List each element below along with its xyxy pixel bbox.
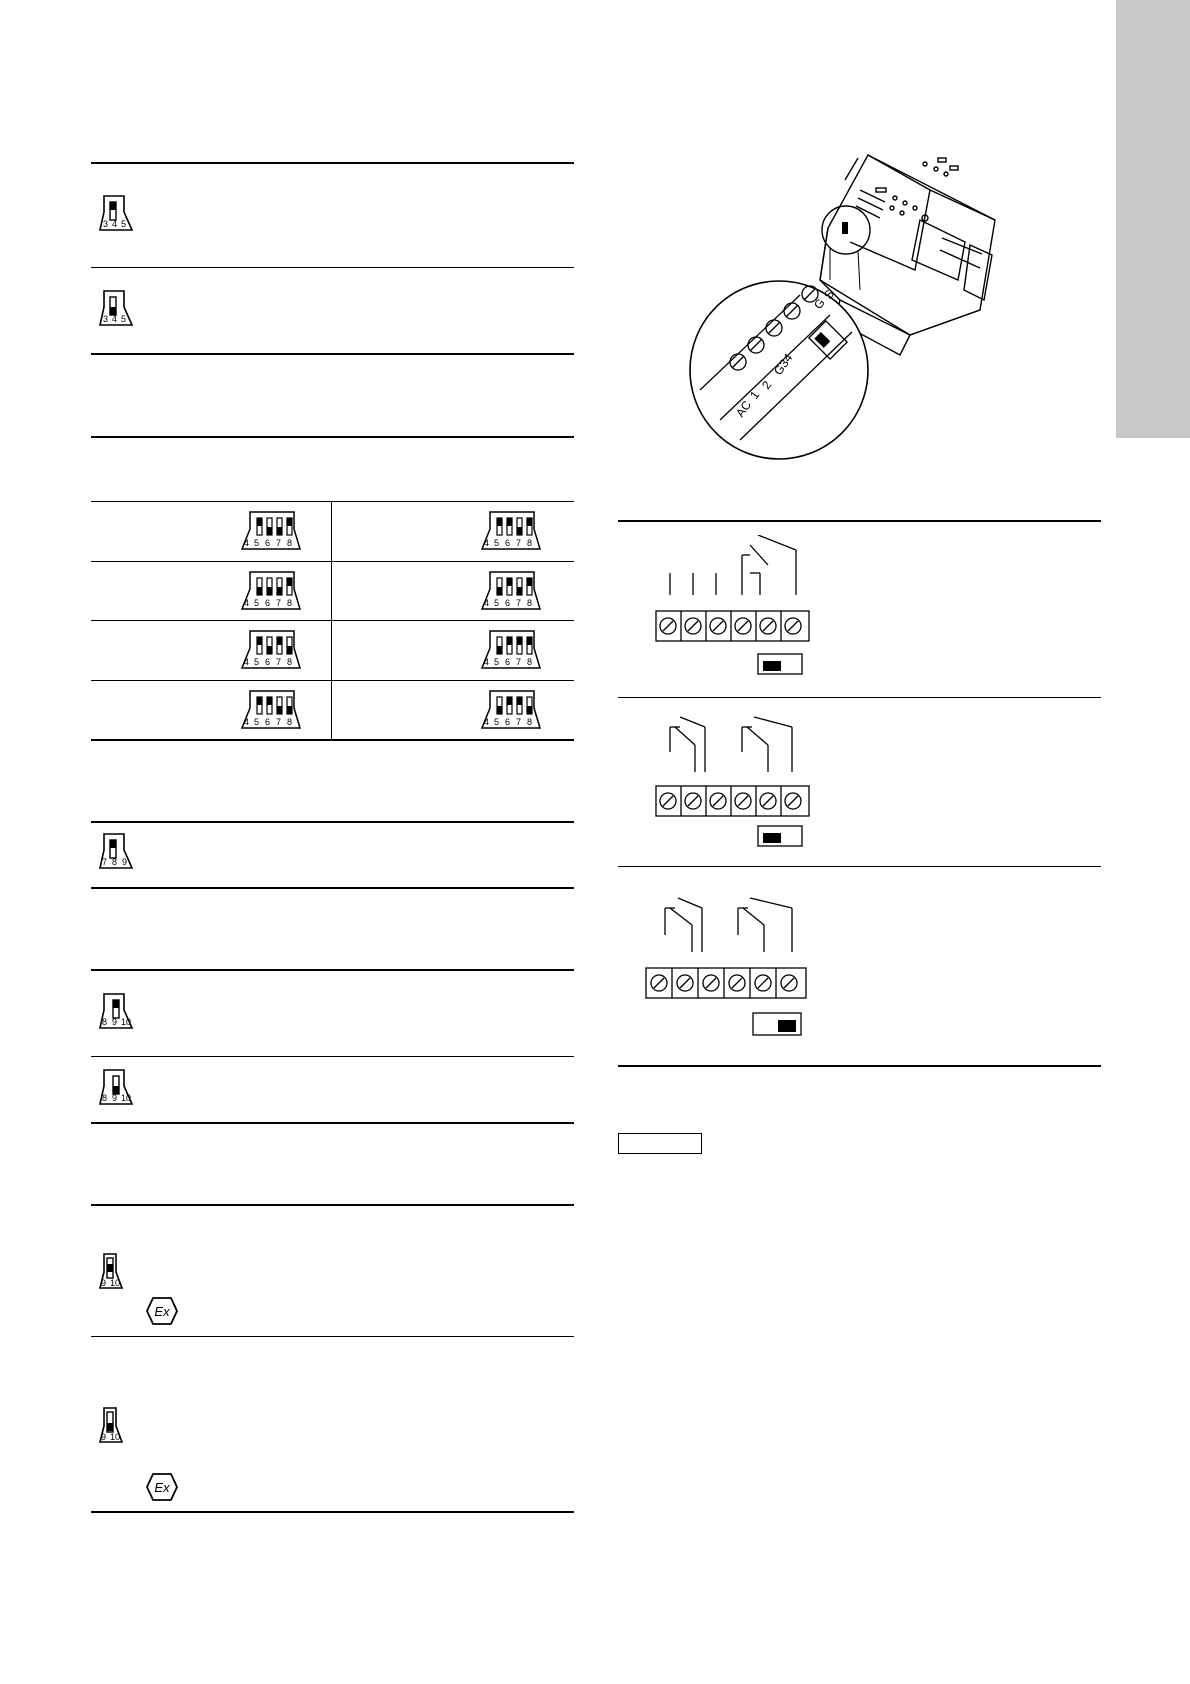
wiring-diagram-2 bbox=[650, 712, 820, 857]
dip-bank-4-8-icon bbox=[480, 628, 544, 672]
divider bbox=[91, 821, 574, 823]
svg-text:10: 10 bbox=[121, 1093, 132, 1103]
dip-switch-8-9-10-down-icon bbox=[96, 1066, 142, 1110]
svg-text:10: 10 bbox=[110, 1432, 121, 1442]
svg-text:8: 8 bbox=[287, 717, 293, 727]
dip-switch-3-4-5-down-icon bbox=[96, 287, 142, 331]
wiring-diagram-3 bbox=[640, 880, 820, 1040]
svg-text:4: 4 bbox=[244, 657, 250, 667]
wiring-diagram-1 bbox=[650, 535, 820, 680]
divider bbox=[91, 1056, 574, 1057]
svg-text:5: 5 bbox=[254, 538, 260, 548]
svg-text:9: 9 bbox=[122, 857, 128, 867]
svg-text:3: 3 bbox=[103, 314, 109, 324]
svg-text:7: 7 bbox=[516, 657, 522, 667]
divider bbox=[618, 520, 1101, 522]
svg-text:8: 8 bbox=[112, 857, 118, 867]
dip-switch-9-10-down-icon bbox=[96, 1404, 132, 1448]
table-rule bbox=[91, 620, 574, 621]
device-detail-illustration bbox=[680, 150, 1020, 470]
svg-text:G: G bbox=[810, 296, 828, 312]
svg-text:5: 5 bbox=[494, 657, 500, 667]
svg-text:4: 4 bbox=[484, 538, 490, 548]
divider bbox=[91, 353, 574, 355]
svg-text:AC: AC bbox=[732, 398, 755, 420]
svg-text:8: 8 bbox=[287, 538, 293, 548]
svg-text:Ex: Ex bbox=[154, 1304, 170, 1319]
svg-text:9: 9 bbox=[101, 1432, 107, 1442]
divider bbox=[618, 866, 1101, 867]
svg-text:7: 7 bbox=[516, 598, 522, 608]
divider bbox=[91, 436, 574, 438]
svg-text:9: 9 bbox=[101, 1278, 107, 1288]
svg-text:5: 5 bbox=[254, 657, 260, 667]
svg-text:8: 8 bbox=[287, 598, 293, 608]
svg-text:6: 6 bbox=[265, 657, 271, 667]
divider bbox=[91, 267, 574, 268]
svg-text:2: 2 bbox=[758, 378, 775, 392]
divider bbox=[91, 969, 574, 971]
svg-text:4: 4 bbox=[112, 314, 118, 324]
table-column-divider bbox=[331, 501, 332, 740]
svg-text:5: 5 bbox=[121, 314, 127, 324]
dip-switch-7-8-9-icon bbox=[96, 830, 142, 874]
svg-text:10: 10 bbox=[121, 1017, 132, 1027]
svg-text:6: 6 bbox=[505, 717, 511, 727]
svg-text:4: 4 bbox=[244, 598, 250, 608]
side-tab bbox=[1116, 0, 1190, 438]
svg-text:Ex: Ex bbox=[154, 1480, 170, 1495]
svg-text:5: 5 bbox=[494, 717, 500, 727]
divider bbox=[91, 1511, 574, 1513]
svg-text:6: 6 bbox=[265, 598, 271, 608]
svg-text:8: 8 bbox=[527, 598, 533, 608]
svg-text:8: 8 bbox=[527, 538, 533, 548]
divider bbox=[91, 162, 574, 164]
svg-text:7: 7 bbox=[276, 598, 282, 608]
svg-text:8: 8 bbox=[102, 1017, 108, 1027]
table-rule bbox=[91, 501, 574, 502]
svg-text:7: 7 bbox=[276, 538, 282, 548]
svg-text:7: 7 bbox=[276, 657, 282, 667]
svg-text:6: 6 bbox=[505, 657, 511, 667]
svg-text:1: 1 bbox=[746, 388, 763, 402]
dip-bank-4-8-icon bbox=[240, 569, 304, 613]
svg-text:8: 8 bbox=[527, 717, 533, 727]
svg-text:9: 9 bbox=[112, 1093, 118, 1103]
dip-bank-4-8-icon bbox=[480, 569, 544, 613]
svg-text:6: 6 bbox=[265, 717, 271, 727]
svg-text:S: S bbox=[820, 287, 838, 302]
svg-text:6: 6 bbox=[265, 538, 271, 548]
svg-text:9: 9 bbox=[112, 1017, 118, 1027]
svg-text:4: 4 bbox=[484, 657, 490, 667]
table-rule bbox=[91, 739, 574, 741]
svg-text:3: 3 bbox=[103, 219, 109, 229]
divider bbox=[91, 1122, 574, 1124]
svg-text:7: 7 bbox=[516, 717, 522, 727]
dip-bank-4-8-icon bbox=[480, 509, 544, 553]
divider bbox=[91, 1336, 574, 1337]
svg-text:4: 4 bbox=[244, 538, 250, 548]
dip-bank-4-8-icon bbox=[480, 688, 544, 732]
blank-field-box bbox=[618, 1133, 702, 1154]
svg-text:4: 4 bbox=[112, 219, 118, 229]
svg-text:8: 8 bbox=[527, 657, 533, 667]
svg-text:7: 7 bbox=[276, 717, 282, 727]
divider bbox=[618, 1065, 1101, 1067]
table-rule bbox=[91, 680, 574, 681]
svg-text:5: 5 bbox=[254, 598, 260, 608]
dip-switch-3-4-5-up-icon bbox=[96, 192, 142, 236]
svg-text:4: 4 bbox=[244, 717, 250, 727]
svg-text:6: 6 bbox=[505, 538, 511, 548]
divider bbox=[618, 697, 1101, 698]
svg-text:5: 5 bbox=[494, 538, 500, 548]
svg-text:7: 7 bbox=[516, 538, 522, 548]
dip-switch-9-10-up-icon bbox=[96, 1250, 132, 1294]
svg-text:5: 5 bbox=[121, 219, 127, 229]
svg-text:10: 10 bbox=[110, 1278, 121, 1288]
svg-text:8: 8 bbox=[287, 657, 293, 667]
svg-text:4: 4 bbox=[484, 717, 490, 727]
ex-hazard-icon bbox=[145, 1472, 179, 1502]
svg-text:6: 6 bbox=[505, 598, 511, 608]
dip-bank-4-8-icon bbox=[240, 688, 304, 732]
svg-text:8: 8 bbox=[102, 1093, 108, 1103]
dip-bank-4-8-icon bbox=[240, 509, 304, 553]
svg-text:5: 5 bbox=[254, 717, 260, 727]
dip-switch-8-9-10-up-icon bbox=[96, 990, 142, 1034]
table-rule bbox=[91, 561, 574, 562]
ex-hazard-icon bbox=[145, 1296, 179, 1326]
divider bbox=[91, 887, 574, 889]
svg-text:4: 4 bbox=[484, 598, 490, 608]
dip-bank-4-8-icon bbox=[240, 628, 304, 672]
svg-text:5: 5 bbox=[494, 598, 500, 608]
svg-text:7: 7 bbox=[102, 857, 108, 867]
svg-text:G34: G34 bbox=[770, 351, 796, 378]
divider bbox=[91, 1204, 574, 1206]
